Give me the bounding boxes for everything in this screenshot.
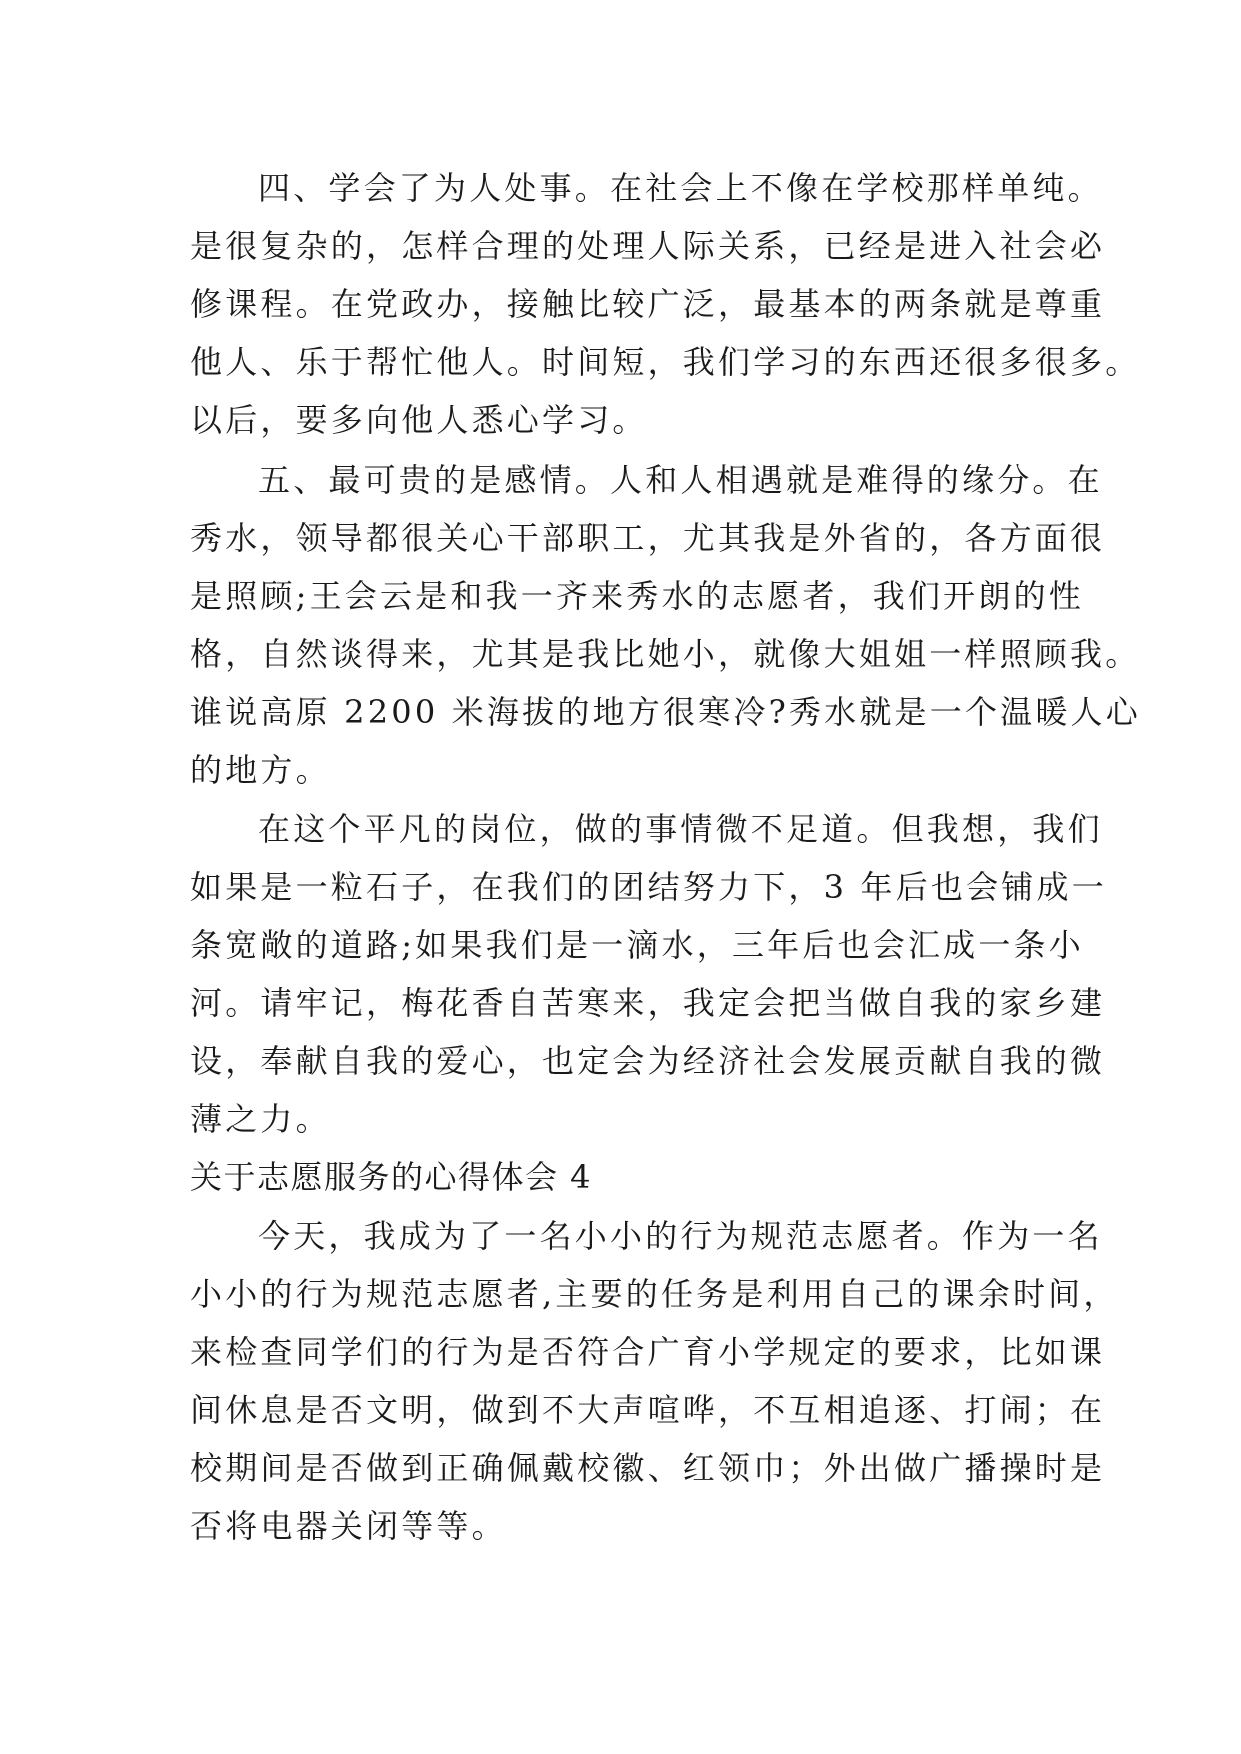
- paragraph-6-line-6: 薄之力。: [190, 1100, 331, 1138]
- paragraph-6-line-5: 设，奉献自我的爱心，也定会为经济社会发展贡献自我的微: [190, 1042, 1106, 1080]
- paragraph-7-line-3: 来检查同学们的行为是否符合广育小学规定的要求，比如课: [190, 1333, 1106, 1371]
- paragraph-7-line-6: 否将电器关闭等等。: [190, 1507, 507, 1545]
- paragraph-4-line-2: 是很复杂的，怎样合理的处理人际关系，已经是进入社会必: [190, 227, 1106, 265]
- paragraph-4-line-4: 他人、乐于帮忙他人。时间短，我们学习的东西还很多很多。: [190, 343, 1141, 381]
- paragraph-5-line-5: 谁说高原 2200 米海拔的地方很寒冷?秀水就是一个温暖人心: [190, 693, 1141, 731]
- paragraph-5-line-6: 的地方。: [190, 751, 331, 789]
- paragraph-5-line-4: 格，自然谈得来，尤其是我比她小，就像大姐姐一样照顾我。: [190, 635, 1141, 673]
- paragraph-6-line-2: 如果是一粒石子，在我们的团结努力下，3 年后也会铺成一: [190, 868, 1107, 906]
- paragraph-7-line-4: 间休息是否文明，做到不大声喧哗，不互相追逐、打闹；在: [190, 1391, 1106, 1429]
- paragraph-5-line-3: 是照顾;王会云是和我一齐来秀水的志愿者，我们开朗的性: [190, 577, 1084, 615]
- paragraph-6-line-4: 河。请牢记，梅花香自苦寒来，我定会把当做自我的家乡建: [190, 984, 1106, 1022]
- paragraph-6-line-1: 在这个平凡的岗位，做的事情微不足道。但我想，我们: [258, 810, 1103, 848]
- paragraph-5-line-2: 秀水，领导都很关心干部职工，尤其我是外省的，各方面很: [190, 519, 1106, 557]
- paragraph-4-line-3: 修课程。在党政办，接触比较广泛，最基本的两条就是尊重: [190, 285, 1106, 323]
- paragraph-4-line-5: 以后，要多向他人悉心学习。: [190, 401, 648, 439]
- section-heading: 关于志愿服务的心得体会 4: [190, 1158, 593, 1196]
- paragraph-4-line-1: 四、学会了为人处事。在社会上不像在学校那样单纯。: [258, 169, 1103, 207]
- paragraph-6-line-3: 条宽敞的道路;如果我们是一滴水，三年后也会汇成一条小: [190, 926, 1084, 964]
- paragraph-7-line-5: 校期间是否做到正确佩戴校徽、红领巾；外出做广播操时是: [190, 1449, 1106, 1487]
- paragraph-5-line-1: 五、最可贵的是感情。人和人相遇就是难得的缘分。在: [258, 461, 1103, 499]
- paragraph-7-line-2: 小小的行为规范志愿者,主要的任务是利用自己的课余时间，: [190, 1275, 1119, 1313]
- paragraph-7-line-1: 今天，我成为了一名小小的行为规范志愿者。作为一名: [258, 1217, 1103, 1255]
